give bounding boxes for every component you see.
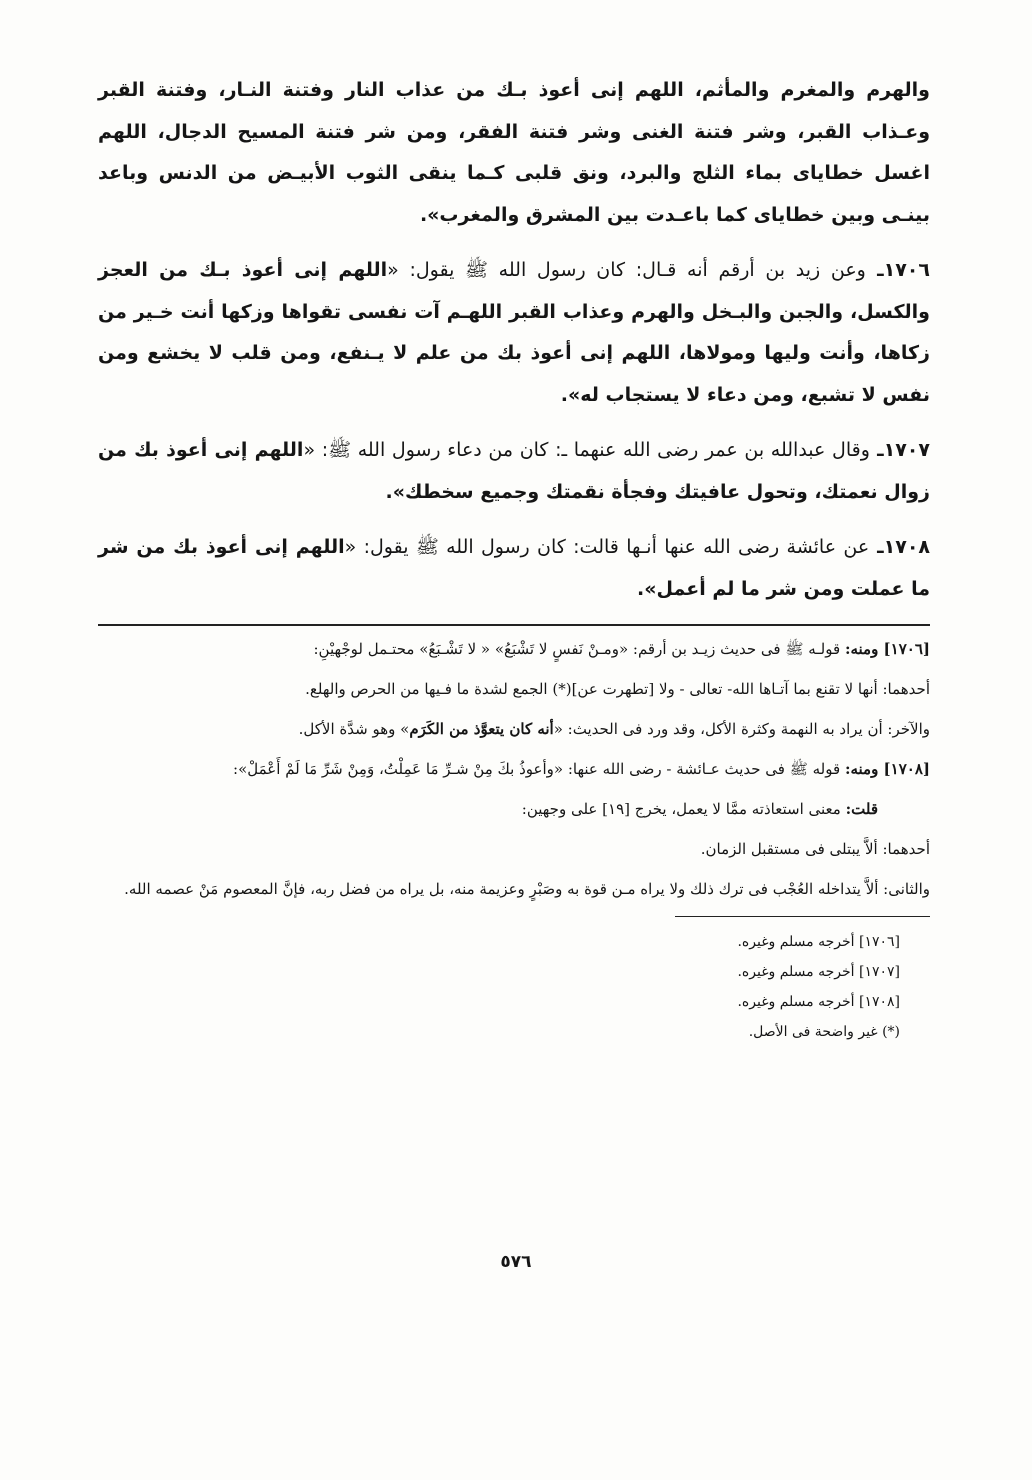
qult-text: معنى استعاذته ممَّا لا يعمل، يخرج [١٩] على وجهين: [521,800,841,818]
hadith-text: اللهم إنى أعوذ بك من شر ما عملت ومن شر ما لم أعمل». [98,536,930,600]
hadith-intro: عن عائشة رضى الله عنها أنـها قالت: كان رسول الله ﷺ يقول: « [344,536,870,558]
footnote-divider [675,916,930,917]
note-1706-second [98,712,930,746]
footnote-item: [١٧٠٨] أخرجه مسلم وغيره. [737,994,900,1010]
note-1706 [98,632,930,666]
quoted-hadith: أنه كان يتعوَّذ من الكَرَم [409,720,554,738]
note-1706-first: أحدهما: أنها لا تقنع بما آتـاها الله- تعالى - ولا [تطهرت عن](*) الجمع لشدة ما فـيها من الحرص والهلع. [305,680,930,698]
note-text: قولـه ﷺ فى حديث زيـد بن أرقم: «ومـنْ نَفسٍ لا تَشْبَعُ» « لا تَشْـبَعُ» محتـمل لوجْهيْنِ: [313,640,841,658]
qult-label: قلت: [845,800,878,818]
note-text: قوله ﷺ فى حديث عـائشة - رضى الله عنها: «وأعوذُ بكَ مِنْ شـرِّ مَا عَمِلْتُ، وَمِنْ شَرِّ مَا لَمْ أَعْمَلْ»: [233,760,841,778]
hadith-text: اللهم إنى أعوذ بك من زوال نعمتك، وتحول عافيتك وفجأة نقمتك وجميع سخطك». [98,439,930,503]
hadith-text: اللهم إنى أعوذ بـك من العجز والكسل، والجبن والبـخل والهرم وعذاب القبر اللهـم آت نفسى تقواها وزكها أنت خـير من زكاها، وأنت وليها ومولاها، اللهم إنى أعوذ بك من علم لا يـنفع، ومن قلب لا يخشع ومن نفس لا تشبع، ومن دعاء لا يستجاب له». [98,259,930,406]
note-text: » وهو شدَّة الأكل. [298,720,410,738]
footnotes [98,927,900,1047]
footnote-item: [١٧٠٦] أخرجه مسلم وغيره. [737,934,900,950]
commentary [98,632,930,906]
hadith-number: ١٧٠٧ـ [877,439,930,461]
hadith-1706 [98,250,930,416]
qult-first: أحدهما: ألاَّ يبتلى فى مستقبل الزمان. [700,840,930,858]
hadith-number: ١٧٠٨ـ [877,536,931,558]
qult-second: والثانى: ألاَّ يتداخله العُجْب فى ترك ذلك ولا يراه مـن قوة به وصَبْرٍ وعزيمة منه، بل يراه من فضل ربه، فإنَّ المعصوم مَنْ عصمه الله. [124,880,930,898]
footnote-item: [١٧٠٧] أخرجه مسلم وغيره. [737,964,900,980]
footnote-item: (*) غير واضحة فى الأصل. [748,1024,900,1040]
qult-line [98,792,930,826]
page-number: ٥٧٦ [500,1252,532,1272]
divider [98,624,930,626]
paragraph-continuation: والهرم والمغرم والمأثم، اللهم إنى أعوذ بـك من عذاب النار وفتنة النـار، وفتنة القبر وعـذاب القبر، وشر فتنة الغنى وشر فتنة الفقر، ومن شر فتنة المسيح الدجال، اللهم اغسل خطاياى بماء الثلج والبرد، ونق قلبى كـما ينقى الثوب الأبيـض من الدنس وباعد بينـى وبين خطاياى كما باعـدت بين المشرق والمغرب». [98,79,930,226]
note-text: والآخر: أن يراد به النهمة وكثرة الأكل، وقد ورد فى الحديث: « [553,720,930,738]
hadith-intro: وعن زيد بن أرقم أنه قـال: كان رسول الله ﷺ يقول: « [387,259,866,281]
hadith-intro: وقال عبدالله بن عمر رضى الله عنهما ـ: كان من دعاء رسول الله ﷺ: « [303,439,870,461]
hadith-number: ١٧٠٦ـ [877,259,930,281]
note-label: [١٧٠٨] ومنه: [844,760,930,778]
hadith-1708 [98,527,930,610]
main-text [98,70,930,610]
page-content [98,70,930,1047]
note-label: [١٧٠٦] ومنه: [844,640,930,658]
hadith-1707 [98,430,930,513]
note-1708 [98,752,930,786]
